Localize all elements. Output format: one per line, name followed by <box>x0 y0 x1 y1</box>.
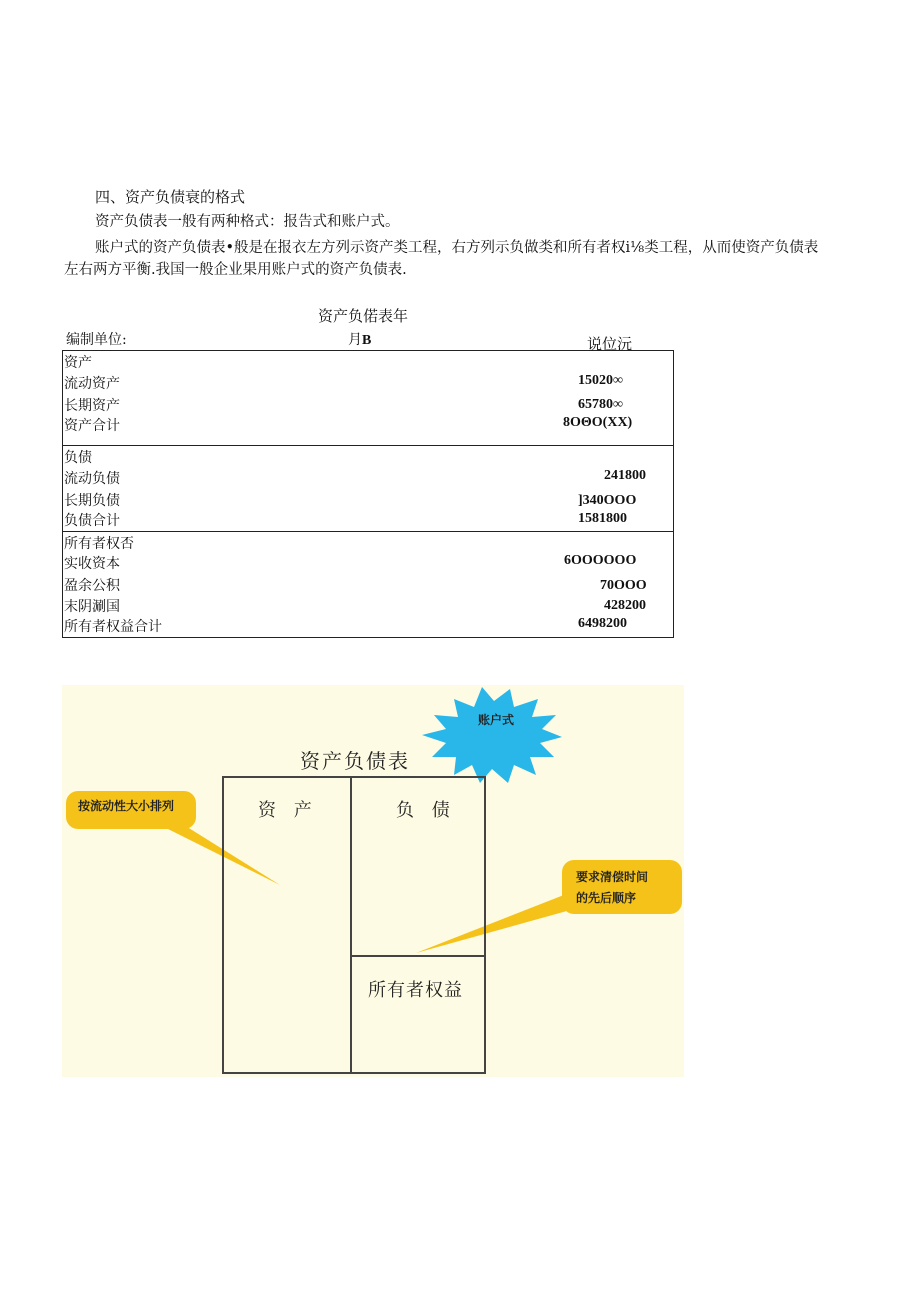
row-value: ]340OOO <box>578 493 637 508</box>
section-heading: 四、资产负债衰的格式 <box>95 188 246 206</box>
horizontal-divider <box>350 955 484 957</box>
section-header-assets: 资产 <box>64 355 92 371</box>
row-value: 70OOO <box>600 578 647 593</box>
account-format-diagram <box>62 685 684 1077</box>
table-unit-label: 编制单位: <box>66 332 127 348</box>
row-label: 负债合计 <box>64 513 120 529</box>
left-callout-text: 按流动性大小排列 <box>78 799 175 813</box>
table-date <box>348 329 371 349</box>
row-label: 资产合计 <box>64 418 120 434</box>
row-value: 6498200 <box>578 616 627 631</box>
balance-sheet-box <box>222 776 486 1074</box>
assets-label: 资 产 <box>258 800 318 821</box>
row-value: 1581800 <box>578 511 627 526</box>
description-paragraph-line2: 左右两方平衡.我国一般企业果用账户式的资产负债表. <box>64 262 407 278</box>
row-value: 15020∞ <box>578 373 623 388</box>
liabilities-label: 负 债 <box>396 800 456 821</box>
burst-label: 账户式 <box>478 713 515 727</box>
row-value: 6OOOOOO <box>564 553 637 568</box>
description-paragraph-line1: 账户式的资产负债表•般是在报衣左方列示资产类工程，右方列示负做类和所有者权i⅛类工程，从而使资产负债表 <box>95 240 819 256</box>
table-date-month: 月 <box>348 332 362 348</box>
owners-equity-label: 所有者权益 <box>368 980 463 1001</box>
diagram-title: 资产负债表 <box>300 749 410 773</box>
table-title: 资产负偌表年 <box>318 307 409 325</box>
row-label: 流动资产 <box>64 376 120 392</box>
balance-sheet-table <box>62 350 674 638</box>
table-currency: 说位沅 <box>587 335 633 353</box>
row-label: 所有者权益合计 <box>64 619 162 635</box>
row-value: 8OΘO(XX) <box>563 415 633 430</box>
row-value: 241800 <box>604 468 646 483</box>
row-label: 长期资产 <box>64 398 120 414</box>
vertical-divider <box>350 778 352 1072</box>
right-callout-text-line1: 要求清偿时间 <box>576 870 649 884</box>
table-date-day: B <box>362 333 372 348</box>
row-label: 实收资本 <box>64 556 120 572</box>
section-divider <box>63 531 673 532</box>
row-label: 盈余公积 <box>64 578 120 594</box>
intro-paragraph: 资产负债表一般有两种格式：报告式和账户式。 <box>95 214 400 230</box>
section-header-liabilities: 负债 <box>64 450 92 466</box>
row-label: 末阴涮国 <box>64 599 120 615</box>
row-label: 流动负债 <box>64 471 120 487</box>
row-value: 428200 <box>604 598 646 613</box>
starburst-shape <box>422 687 562 783</box>
section-header-equity: 所有者权否 <box>64 536 134 552</box>
right-callout-text-line2: 的先后顺序 <box>576 891 637 905</box>
section-divider <box>63 445 673 446</box>
row-label: 长期负债 <box>64 493 120 509</box>
row-value: 65780∞ <box>578 397 623 412</box>
